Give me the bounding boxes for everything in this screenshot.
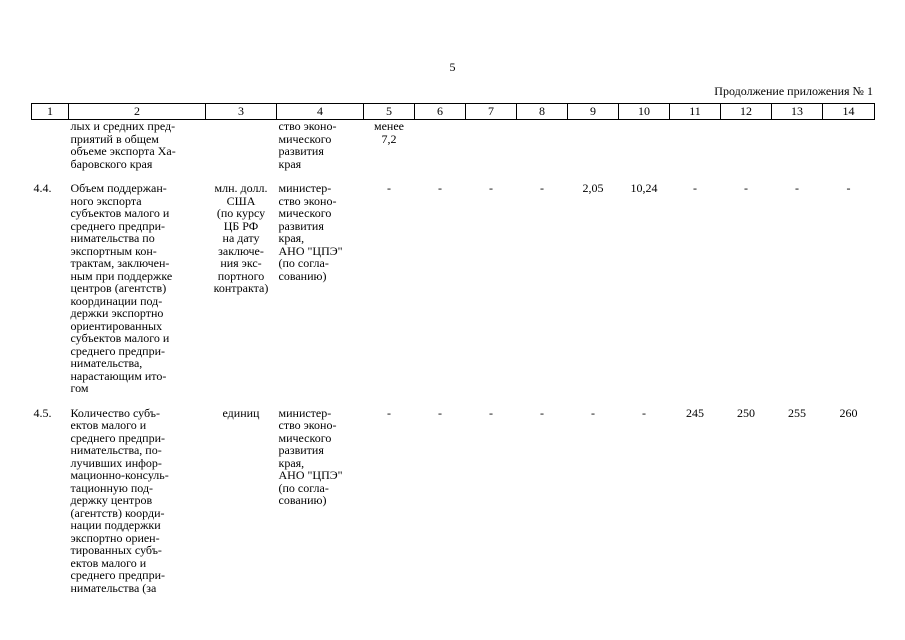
- cell-text-line: -: [438, 181, 442, 195]
- cell-text-line: экспортным кон-: [70, 243, 157, 258]
- row-number-text: 4.4.: [33, 181, 52, 195]
- indicators-table: [31, 103, 875, 606]
- cell-text-line: 250: [737, 405, 755, 420]
- value-cell: [823, 182, 875, 407]
- cell-text-line: нации поддержки: [70, 518, 161, 532]
- column-header: 5: [364, 104, 415, 120]
- column-header: 6: [415, 104, 466, 120]
- cell-text-line: развития: [278, 443, 324, 457]
- cell-text-line: -: [591, 405, 595, 420]
- cell-text-line: (по согла-: [278, 256, 329, 270]
- indicator-name: [69, 182, 206, 407]
- value-cell: [721, 120, 772, 183]
- cell-text-line: держку центров: [70, 493, 153, 507]
- cell-text-line: сованию): [278, 493, 327, 507]
- value-cell: [670, 407, 721, 607]
- cell-text-line: ство эконо-: [278, 418, 337, 432]
- cell-text-line: -: [438, 405, 442, 420]
- row-number: [32, 182, 69, 407]
- column-header: 9: [568, 104, 619, 120]
- indicator-name: [69, 407, 206, 607]
- cell-text-line: края: [278, 156, 302, 171]
- cell-text-line: среднего предпри-: [70, 568, 166, 582]
- cell-text-line: менее: [374, 119, 404, 133]
- cell-text-line: края,: [278, 231, 305, 245]
- cell-text-line: (по курсу: [216, 206, 266, 220]
- cell-text-line: среднего предпри-: [70, 430, 166, 445]
- cell-text-line: координации под-: [70, 293, 163, 308]
- cell-text-line: ство эконо-: [278, 193, 337, 208]
- cell-text-line: (по согла-: [278, 480, 329, 495]
- unit-of-measure: [206, 407, 277, 607]
- column-header: 3: [206, 104, 277, 120]
- unit-of-measure: [206, 120, 277, 183]
- cell-text-line: заключе-: [218, 243, 264, 258]
- cell-text-line: тационную под-: [70, 480, 154, 495]
- cell-text-line: -: [540, 181, 544, 195]
- cell-text-line: -: [846, 181, 851, 195]
- cell-text-line: нарастающим ито-: [70, 368, 167, 383]
- cell-text-line: мического: [278, 206, 332, 220]
- value-cell: [619, 120, 670, 183]
- cell-text-line: -: [489, 181, 493, 195]
- cell-text-line: млн. долл.: [214, 181, 268, 195]
- cell-text-line: субъектов малого и: [70, 331, 170, 345]
- cell-text-line: держки экспортно: [70, 306, 164, 320]
- cell-text-line: края,: [278, 455, 305, 470]
- column-header: 2: [69, 104, 206, 120]
- cell-text-line: нимательства, по-: [70, 443, 162, 457]
- cell-text-line: -: [540, 405, 544, 420]
- row-number-text: 4.5.: [33, 405, 52, 420]
- cell-text-line: -: [387, 405, 391, 420]
- cell-text-line: ектов малого и: [70, 555, 147, 570]
- cell-text-line: гом: [70, 381, 89, 395]
- row-number: [32, 407, 69, 607]
- cell-text-line: нимательства (за: [70, 580, 157, 595]
- value-cell: [568, 120, 619, 183]
- column-header: 4: [277, 104, 364, 120]
- cell-text-line: ЦБ РФ: [223, 218, 259, 233]
- value-cell: [670, 120, 721, 183]
- cell-text-line: ного экспорта: [70, 193, 142, 208]
- responsible-executor: [277, 120, 364, 183]
- value-cell: [619, 182, 670, 407]
- page-number: 5: [449, 60, 456, 74]
- value-cell: [772, 120, 823, 183]
- cell-text-line: США: [226, 193, 256, 208]
- value-cell: [568, 407, 619, 607]
- cell-text-line: лых и средних пред-: [70, 119, 176, 133]
- cell-text-line: развития: [278, 218, 324, 233]
- value-cell: [415, 407, 466, 607]
- responsible-executor: [277, 407, 364, 607]
- value-cell: [568, 182, 619, 407]
- cell-text-line: АНО "ЦПЭ": [278, 243, 343, 258]
- cell-text-line: -: [744, 181, 748, 195]
- cell-text-line: -: [642, 405, 646, 420]
- responsible-executor: [277, 182, 364, 407]
- cell-text-line: нимательства по: [70, 231, 155, 245]
- cell-text-line: 245: [686, 405, 704, 420]
- cell-text-line: среднего предпри-: [70, 218, 166, 233]
- cell-text-line: -: [387, 181, 391, 195]
- column-header: 14: [823, 104, 875, 120]
- value-cell: [823, 120, 875, 183]
- cell-text-line: единиц: [222, 405, 260, 420]
- table-row: [32, 407, 875, 607]
- cell-text-line: министер-: [278, 181, 332, 195]
- value-cell: [670, 182, 721, 407]
- cell-text-line: министер-: [278, 405, 332, 420]
- value-cell: [466, 182, 517, 407]
- cell-text-line: мического: [278, 131, 332, 146]
- cell-text-line: ство эконо-: [278, 119, 337, 133]
- cell-text-line: среднего предпри-: [70, 343, 166, 358]
- row-number: [32, 120, 69, 183]
- cell-text-line: 7,2: [381, 131, 397, 146]
- column-header: 8: [517, 104, 568, 120]
- cell-text-line: ным при поддержке: [70, 268, 173, 283]
- cell-text-line: развития: [278, 144, 324, 158]
- cell-text-line: нимательства,: [70, 356, 143, 370]
- cell-text-line: баровского края: [70, 156, 153, 171]
- cell-text-line: мационно-консуль-: [70, 468, 169, 482]
- value-cell: [364, 407, 415, 607]
- cell-text-line: на дату: [222, 231, 260, 245]
- value-cell: [721, 407, 772, 607]
- cell-text-line: трактам, заключен-: [70, 256, 170, 270]
- unit-of-measure: [206, 182, 277, 407]
- table-row: [32, 182, 875, 407]
- cell-text-line: тированных субъ-: [70, 543, 162, 557]
- value-cell: [517, 182, 568, 407]
- cell-text-line: 255: [788, 405, 806, 420]
- value-cell: [772, 182, 823, 407]
- cell-text-line: 2,05: [582, 181, 604, 195]
- value-cell: [619, 407, 670, 607]
- value-cell: [466, 407, 517, 607]
- value-cell: [772, 407, 823, 607]
- value-cell: [517, 407, 568, 607]
- column-header: 13: [772, 104, 823, 120]
- column-header: 1: [32, 104, 69, 120]
- value-cell: [517, 120, 568, 183]
- cell-text-line: портного: [217, 268, 265, 283]
- cell-text-line: ния экс-: [220, 256, 262, 270]
- cell-text-line: -: [693, 181, 697, 195]
- cell-text-line: центров (агентств): [70, 281, 167, 295]
- value-cell: [823, 407, 875, 607]
- value-cell: [415, 120, 466, 183]
- cell-text-line: лучивших инфор-: [70, 455, 162, 470]
- continuation-note: Продолжение приложения № 1: [714, 84, 873, 98]
- cell-text-line: ектов малого и: [70, 418, 147, 432]
- column-header: 11: [670, 104, 721, 120]
- cell-text-line: АНО "ЦПЭ": [278, 468, 343, 482]
- cell-text-line: -: [489, 405, 493, 420]
- cell-text-line: мического: [278, 430, 332, 445]
- cell-text-line: 260: [839, 405, 858, 420]
- value-cell: [415, 182, 466, 407]
- header-row: [32, 104, 875, 120]
- table-row: [32, 120, 875, 183]
- cell-text-line: 10,24: [630, 181, 658, 195]
- indicator-name: [69, 120, 206, 183]
- cell-text-line: ориентированных: [70, 318, 163, 333]
- cell-text-line: приятий в общем: [70, 131, 159, 146]
- cell-text-line: сованию): [278, 268, 327, 283]
- column-header: 7: [466, 104, 517, 120]
- cell-text-line: субъектов малого и: [70, 206, 170, 220]
- column-header: 12: [721, 104, 772, 120]
- cell-text-line: (агентств) коорди-: [70, 505, 165, 520]
- cell-text-line: контракта): [213, 281, 269, 295]
- cell-text-line: экспортно ориен-: [70, 530, 160, 545]
- column-header: 10: [619, 104, 670, 120]
- value-cell: [721, 182, 772, 407]
- value-cell: [364, 182, 415, 407]
- cell-text-line: Объем поддержан-: [70, 181, 167, 195]
- value-cell: [466, 120, 517, 183]
- cell-text-line: -: [795, 181, 799, 195]
- cell-text-line: Количество субъ-: [70, 405, 160, 420]
- value-cell: [364, 120, 415, 183]
- cell-text-line: объеме экспорта Ха-: [70, 144, 176, 158]
